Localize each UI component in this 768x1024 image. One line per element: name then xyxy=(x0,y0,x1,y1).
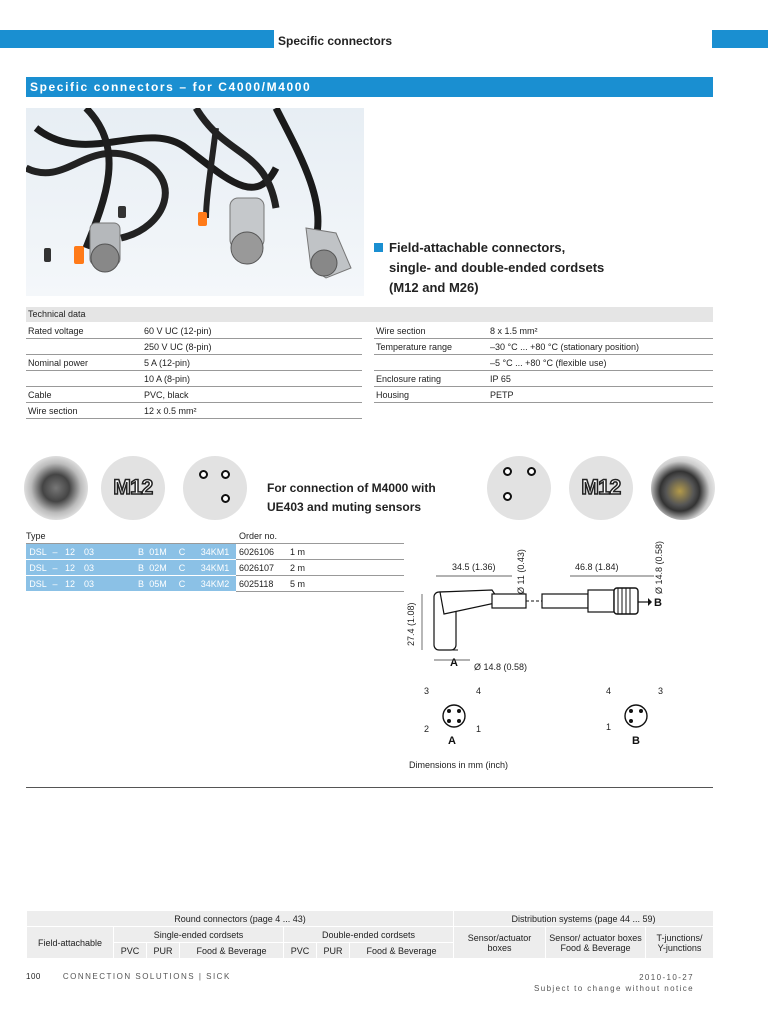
feature-list xyxy=(374,238,604,298)
dimension-drawing xyxy=(400,532,710,772)
tech-label: Wire section xyxy=(374,323,488,339)
tech-table-right xyxy=(374,323,713,403)
footer-right xyxy=(534,972,694,994)
code-cell: 34KM1 xyxy=(194,560,236,576)
tech-value: 8 x 1.5 mm² xyxy=(488,323,713,339)
table-row xyxy=(26,371,362,387)
tech-label: Enclosure rating xyxy=(374,371,488,387)
footer-notice: Subject to change without notice xyxy=(534,984,694,993)
tech-value: 250 V UC (8-pin) xyxy=(142,339,362,355)
code-cell: C xyxy=(170,544,194,560)
order-header: Order no. xyxy=(239,531,278,541)
code-cell: DSL xyxy=(26,544,50,560)
feature-line: Field-attachable connectors, xyxy=(389,240,566,255)
m12-left-icon: M12 xyxy=(101,456,165,520)
code-cell xyxy=(98,576,136,592)
label-b-bottom: B xyxy=(632,735,640,747)
table-row xyxy=(26,339,362,355)
section-title: Specific connectors – for C4000/M4000 xyxy=(26,77,713,97)
connection-line: For connection of M4000 with xyxy=(267,481,436,495)
table-row xyxy=(26,323,362,339)
tech-value: PVC, black xyxy=(142,387,362,403)
nav-round-connectors[interactable]: Round connectors (page 4 ... 43) xyxy=(27,911,454,927)
product-photo xyxy=(26,108,364,296)
code-cell: 03 xyxy=(80,576,98,592)
code-cell: 01M xyxy=(146,544,170,560)
nav-double-ended[interactable]: Double-ended cordsets xyxy=(284,927,454,943)
tech-label: Housing xyxy=(374,387,488,403)
dim-d: Ø 14.8 (0.58) xyxy=(654,540,664,594)
header-tab-title: Specific connectors xyxy=(274,30,712,48)
table-row xyxy=(374,355,713,371)
footer-left xyxy=(26,972,231,981)
m12-right-icon: M12 xyxy=(569,456,633,520)
footer-brand: CONNECTION SOLUTIONS | SICK xyxy=(62,972,231,981)
pin-label: 4 xyxy=(476,686,482,696)
pin-label: 2 xyxy=(424,724,430,734)
tech-label: Cable xyxy=(26,387,142,403)
code-cell: 34KM1 xyxy=(194,544,236,560)
table-row xyxy=(374,339,713,355)
dim-e: 27.4 (1.08) xyxy=(406,602,416,646)
technical-data-heading: Technical data xyxy=(26,307,713,322)
page-number: 100 xyxy=(26,972,41,981)
connector-photo-right-icon xyxy=(651,456,715,520)
connection-line: UE403 and muting sensors xyxy=(267,500,422,514)
tech-label xyxy=(26,371,142,387)
tech-value: 5 A (12-pin) xyxy=(142,355,362,371)
header-bar xyxy=(0,30,768,48)
dim-c: Ø 11 (0.43) xyxy=(516,549,526,594)
table-row xyxy=(26,544,404,560)
pin-label: 3 xyxy=(424,686,430,696)
nav-sensor-food[interactable]: Sensor/ actuator boxes Food & Beverage xyxy=(546,927,646,959)
tech-table-left xyxy=(26,323,362,419)
code-cell: 05M xyxy=(146,576,170,592)
cable-length: 2 m xyxy=(288,560,404,576)
feature-line: single- and double-ended cordsets xyxy=(389,260,605,275)
code-cell: B xyxy=(136,576,146,592)
feature-line: (M12 and M26) xyxy=(389,280,479,295)
pin-label: 1 xyxy=(476,724,482,734)
tech-label: Rated voltage xyxy=(26,323,142,339)
tech-label: Nominal power xyxy=(26,355,142,371)
nav-field-attachable[interactable]: Field-attachable xyxy=(27,927,114,959)
label-a-top: A xyxy=(450,657,458,669)
nav-double-pvc[interactable]: PVC xyxy=(284,943,317,959)
tech-label xyxy=(374,355,488,371)
dimensions-note: Dimensions in mm (inch) xyxy=(409,760,509,770)
code-cell: – xyxy=(50,544,60,560)
cable-length: 1 m xyxy=(288,544,404,560)
table-row xyxy=(374,323,713,339)
tech-value: IP 65 xyxy=(488,371,713,387)
tech-value: 10 A (8-pin) xyxy=(142,371,362,387)
divider xyxy=(26,787,713,788)
code-cell: 12 xyxy=(60,576,80,592)
nav-single-pvc[interactable]: PVC xyxy=(114,943,147,959)
nav-single-food[interactable]: Food & Beverage xyxy=(180,943,284,959)
order-number: 6026107 xyxy=(236,560,288,576)
tech-value: 60 V UC (12-pin) xyxy=(142,323,362,339)
code-cell: DSL xyxy=(26,560,50,576)
order-number: 6026106 xyxy=(236,544,288,560)
nav-single-pur[interactable]: PUR xyxy=(147,943,180,959)
navigation-table xyxy=(26,910,714,959)
code-cell: 02M xyxy=(146,560,170,576)
code-cell: 03 xyxy=(80,560,98,576)
connection-text xyxy=(267,479,436,517)
pin-label: 1 xyxy=(606,722,612,732)
table-row xyxy=(374,387,713,403)
code-cell: B xyxy=(136,560,146,576)
nav-junctions[interactable]: T-junctions/ Y-junctions xyxy=(646,927,714,959)
type-header: Type xyxy=(26,531,46,541)
type-table xyxy=(26,544,404,592)
dim-a: 34.5 (1.36) xyxy=(452,562,496,572)
nav-double-pur[interactable]: PUR xyxy=(317,943,350,959)
table-row xyxy=(26,387,362,403)
pin-label: 4 xyxy=(606,686,612,696)
tech-label: Temperature range xyxy=(374,339,488,355)
code-cell: 12 xyxy=(60,544,80,560)
code-cell: DSL xyxy=(26,576,50,592)
code-cell: C xyxy=(170,576,194,592)
nav-double-food[interactable]: Food & Beverage xyxy=(350,943,454,959)
code-cell: 34KM2 xyxy=(194,576,236,592)
tech-value: –5 °C ... +80 °C (flexible use) xyxy=(488,355,713,371)
tech-value: –30 °C ... +80 °C (stationary position) xyxy=(488,339,713,355)
code-cell xyxy=(98,544,136,560)
table-row xyxy=(374,371,713,387)
code-cell: 03 xyxy=(80,544,98,560)
bullet-square-icon xyxy=(374,243,383,252)
nav-sensor-boxes[interactable]: Sensor/actuator boxes xyxy=(454,927,546,959)
tech-value: 12 x 0.5 mm² xyxy=(142,403,362,419)
table-row xyxy=(26,576,404,592)
pin-layout-right-icon xyxy=(487,456,551,520)
connector-photo-left-icon xyxy=(24,456,88,520)
order-number: 6025118 xyxy=(236,576,288,592)
label-a-bottom: A xyxy=(448,735,456,747)
dim-f: Ø 14.8 (0.58) xyxy=(474,662,528,672)
footer-date: 2010-10-27 xyxy=(639,973,694,982)
label-b-top: B xyxy=(654,597,662,609)
table-row xyxy=(26,355,362,371)
pin-label: 3 xyxy=(658,686,664,696)
code-cell: B xyxy=(136,544,146,560)
tech-value: PETP xyxy=(488,387,713,403)
code-cell: – xyxy=(50,576,60,592)
nav-single-ended[interactable]: Single-ended cordsets xyxy=(114,927,284,943)
pin-layout-left-icon xyxy=(183,456,247,520)
code-cell: C xyxy=(170,560,194,576)
nav-distribution-systems[interactable]: Distribution systems (page 44 ... 59) xyxy=(454,911,714,927)
tech-label xyxy=(26,339,142,355)
code-cell: 12 xyxy=(60,560,80,576)
code-cell xyxy=(98,560,136,576)
tech-label: Wire section xyxy=(26,403,142,419)
dim-b: 46.8 (1.84) xyxy=(575,562,619,572)
cable-length: 5 m xyxy=(288,576,404,592)
table-row xyxy=(26,560,404,576)
table-row xyxy=(26,403,362,419)
code-cell: – xyxy=(50,560,60,576)
